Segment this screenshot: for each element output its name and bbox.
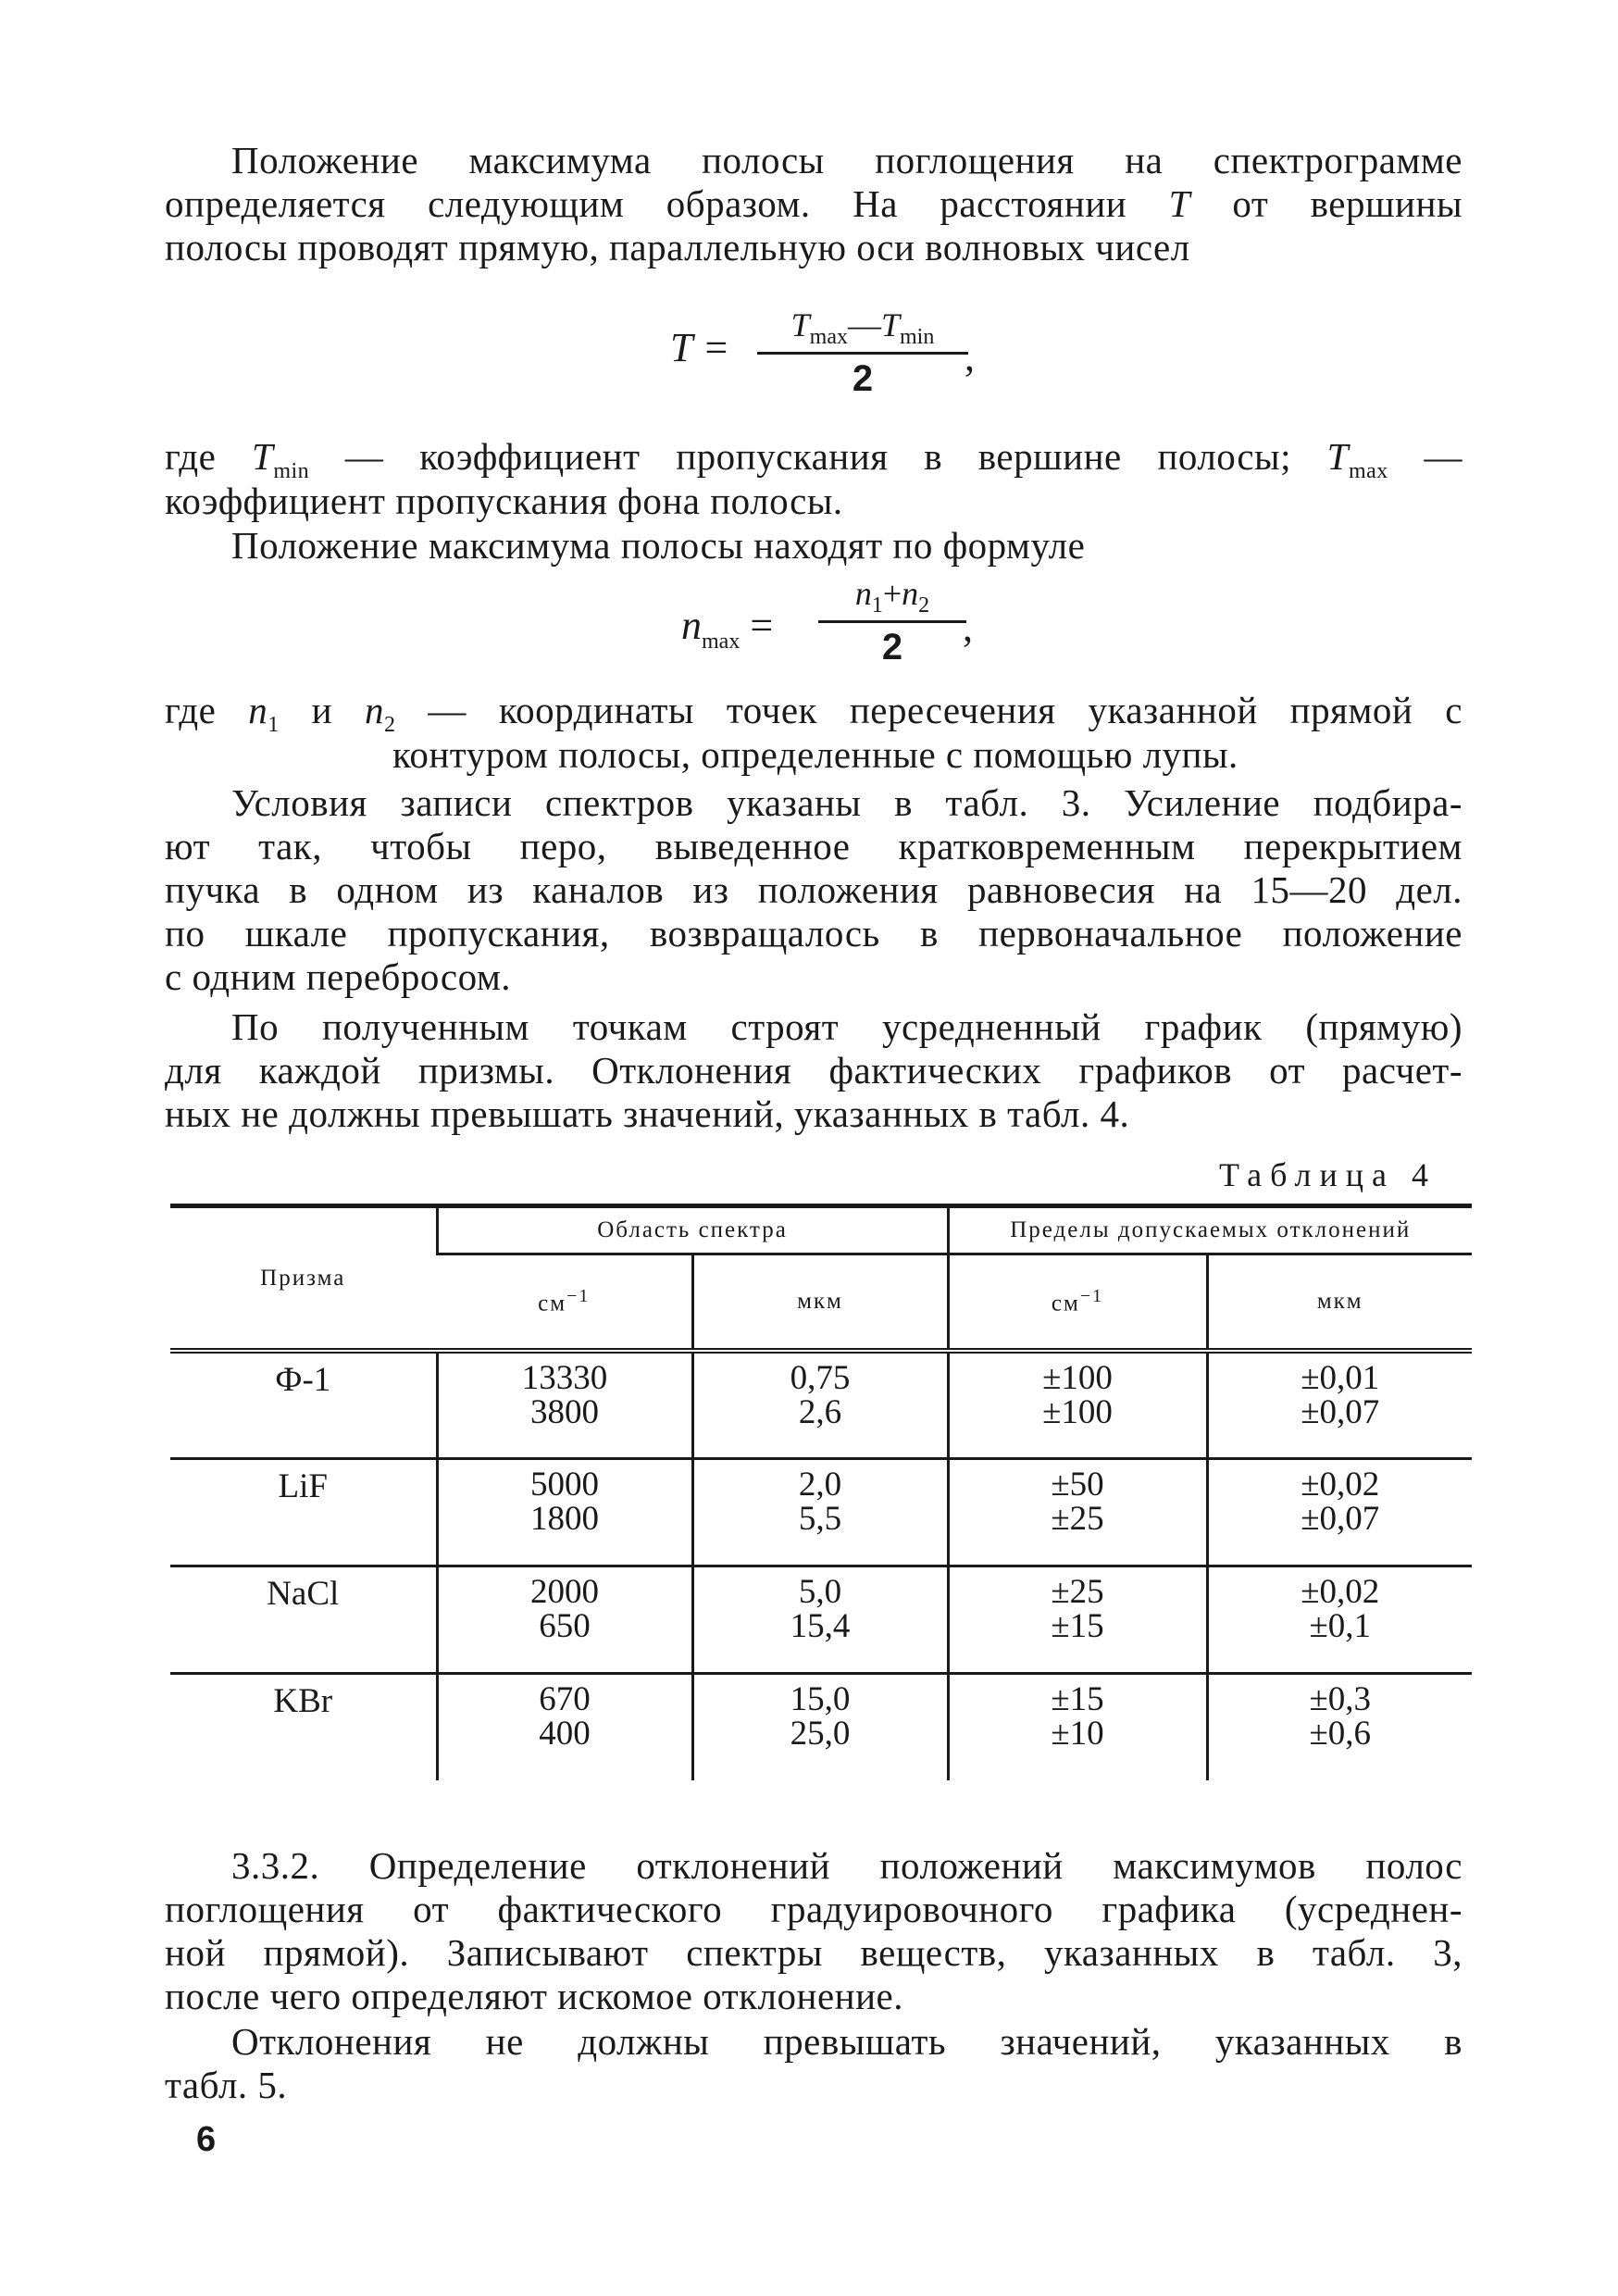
header-unit-cm: $см^{-1}$ xyxy=(948,1254,1207,1352)
paragraph4-line1: По полученным точкам строят усредненный график (прямую) xyxy=(231,1005,1462,1048)
table-row xyxy=(170,1673,1472,1780)
formula2-comma: , xyxy=(963,605,973,650)
paragraph3-line4: по шкале пропускания, возвращалось в первоначальное положение xyxy=(165,912,1462,955)
table4-caption: Таблица 4 xyxy=(1219,1156,1437,1193)
table-row xyxy=(170,1458,1472,1566)
header-spectrum-range: Область спектра xyxy=(437,1206,948,1254)
cell-cm: 670 400 xyxy=(437,1673,692,1780)
paragraph1-line2-text: определяется следующим образом. На расстоянии T от вершины xyxy=(165,182,1462,225)
formula2-numerator: $n_1+n_2$ xyxy=(854,575,930,618)
formula2-fraction xyxy=(818,574,966,668)
paragraph4-line2: для каждой призмы. Отклонения фактических графиков от расчет- xyxy=(165,1049,1462,1092)
formula1-denominator: 2 xyxy=(852,358,874,400)
cell-dev-cm: ±15 ±10 xyxy=(948,1673,1207,1780)
header-tolerance-limits: Пределы допускаемых отклонений xyxy=(948,1206,1472,1254)
paragraph6-line1: Отклонения не должны превышать значений, указанных в xyxy=(231,2020,1462,2063)
formula1-numerator: $T_{max}—T_{min}$ xyxy=(790,306,935,350)
paragraph1-line2 xyxy=(165,182,1462,226)
header-prism: Призма xyxy=(170,1206,437,1352)
formula1-fraction xyxy=(757,306,968,400)
paragraph5-line3: ной прямой). Записывают спектры веществ, указанных в табл. 3, xyxy=(165,1931,1462,1974)
table4 xyxy=(170,1204,1472,1780)
paragraph3-line3: пучка в одном из каналов из положения равновесия на 15—20 дел. xyxy=(165,868,1462,911)
paragraph3-line5: с одним перебросом. xyxy=(165,955,512,998)
cell-prism: KBr xyxy=(273,1681,333,1720)
cell-dev-cm: ±50 ±25 xyxy=(948,1458,1207,1566)
cell-cm: 13330 3800 xyxy=(437,1351,692,1458)
header-unit-cm: $см^{-1}$ xyxy=(437,1254,692,1352)
paragraph3-line1: Условия записи спектров указаны в табл. 3. Усиление подбира- xyxy=(231,781,1462,824)
formula2-denominator: 2 xyxy=(881,627,903,668)
cell-prism: NaCl xyxy=(267,1574,340,1613)
cell-prism: LiF xyxy=(278,1466,328,1505)
cell-mkm: 2,0 5,5 xyxy=(692,1458,948,1566)
table-row xyxy=(170,1351,1472,1458)
paragraph1-line1: Положение максимума полосы поглощения на спектрограмме xyxy=(231,139,1462,181)
paragraph5-line2: поглощения от фактического градуировочного графика (усреднен- xyxy=(165,1888,1462,1930)
formula2-lhs: $n_{max}$ = xyxy=(681,603,774,654)
cell-mkm: 15,0 25,0 xyxy=(692,1673,948,1780)
cell-dev-cm: ±100 ±100 xyxy=(948,1351,1207,1458)
paragraph5-line1: 3.3.2. Определение отклонений положений максимумов полос xyxy=(231,1844,1462,1887)
cell-dev-mkm: ±0,02 ±0,1 xyxy=(1207,1566,1472,1673)
where1-line1: где $T_{min}$ — коэффициент пропускания в вершине полосы; $T_{max}$ — xyxy=(165,435,1462,484)
paragraph2-line: Положение максимума полосы находят по формуле xyxy=(231,524,1086,567)
formula1-lhs: T = xyxy=(670,325,730,370)
paragraph6-line2: табл. 5. xyxy=(165,2064,288,2106)
paragraph1-line3: полосы проводят прямую, параллельную оси волновых чисел xyxy=(165,226,1190,268)
where1-line2: коэффициент пропускания фона полосы. xyxy=(165,480,843,522)
where2-line1: где $n_1$ и $n_2$ — координаты точек пересечения указанной прямой с xyxy=(165,689,1462,738)
header-unit-mkm: мкм xyxy=(1207,1254,1472,1352)
header-unit-mkm: мкм xyxy=(692,1254,948,1352)
cell-mkm: 5,0 15,4 xyxy=(692,1566,948,1673)
page-number: 6 xyxy=(196,2120,217,2159)
cell-dev-cm: ±25 ±15 xyxy=(948,1566,1207,1673)
cell-cm: 5000 1800 xyxy=(437,1458,692,1566)
paragraph5-line4: после чего определяют искомое отклонение. xyxy=(165,1975,903,2017)
cell-cm: 2000 650 xyxy=(437,1566,692,1673)
formula1-comma: , xyxy=(965,334,975,380)
formula2-fraction-bar xyxy=(818,620,966,623)
cell-mkm: 0,75 2,6 xyxy=(692,1351,948,1458)
formula1-fraction-bar xyxy=(757,352,968,355)
cell-dev-mkm: ±0,01 ±0,07 xyxy=(1207,1351,1472,1458)
cell-prism: Ф-1 xyxy=(275,1361,331,1399)
paragraph4-line3: ных не должны превышать значений, указанных в табл. 4. xyxy=(165,1092,1130,1135)
paragraph3-line2: ют так, чтобы перо, выведенное кратковременным перекрытием xyxy=(165,825,1462,867)
cell-dev-mkm: ±0,3 ±0,6 xyxy=(1207,1673,1472,1780)
where2-line2: контуром полосы, определенные с помощью лупы. xyxy=(392,733,1238,776)
table-row xyxy=(170,1566,1472,1673)
cell-dev-mkm: ±0,02 ±0,07 xyxy=(1207,1458,1472,1566)
